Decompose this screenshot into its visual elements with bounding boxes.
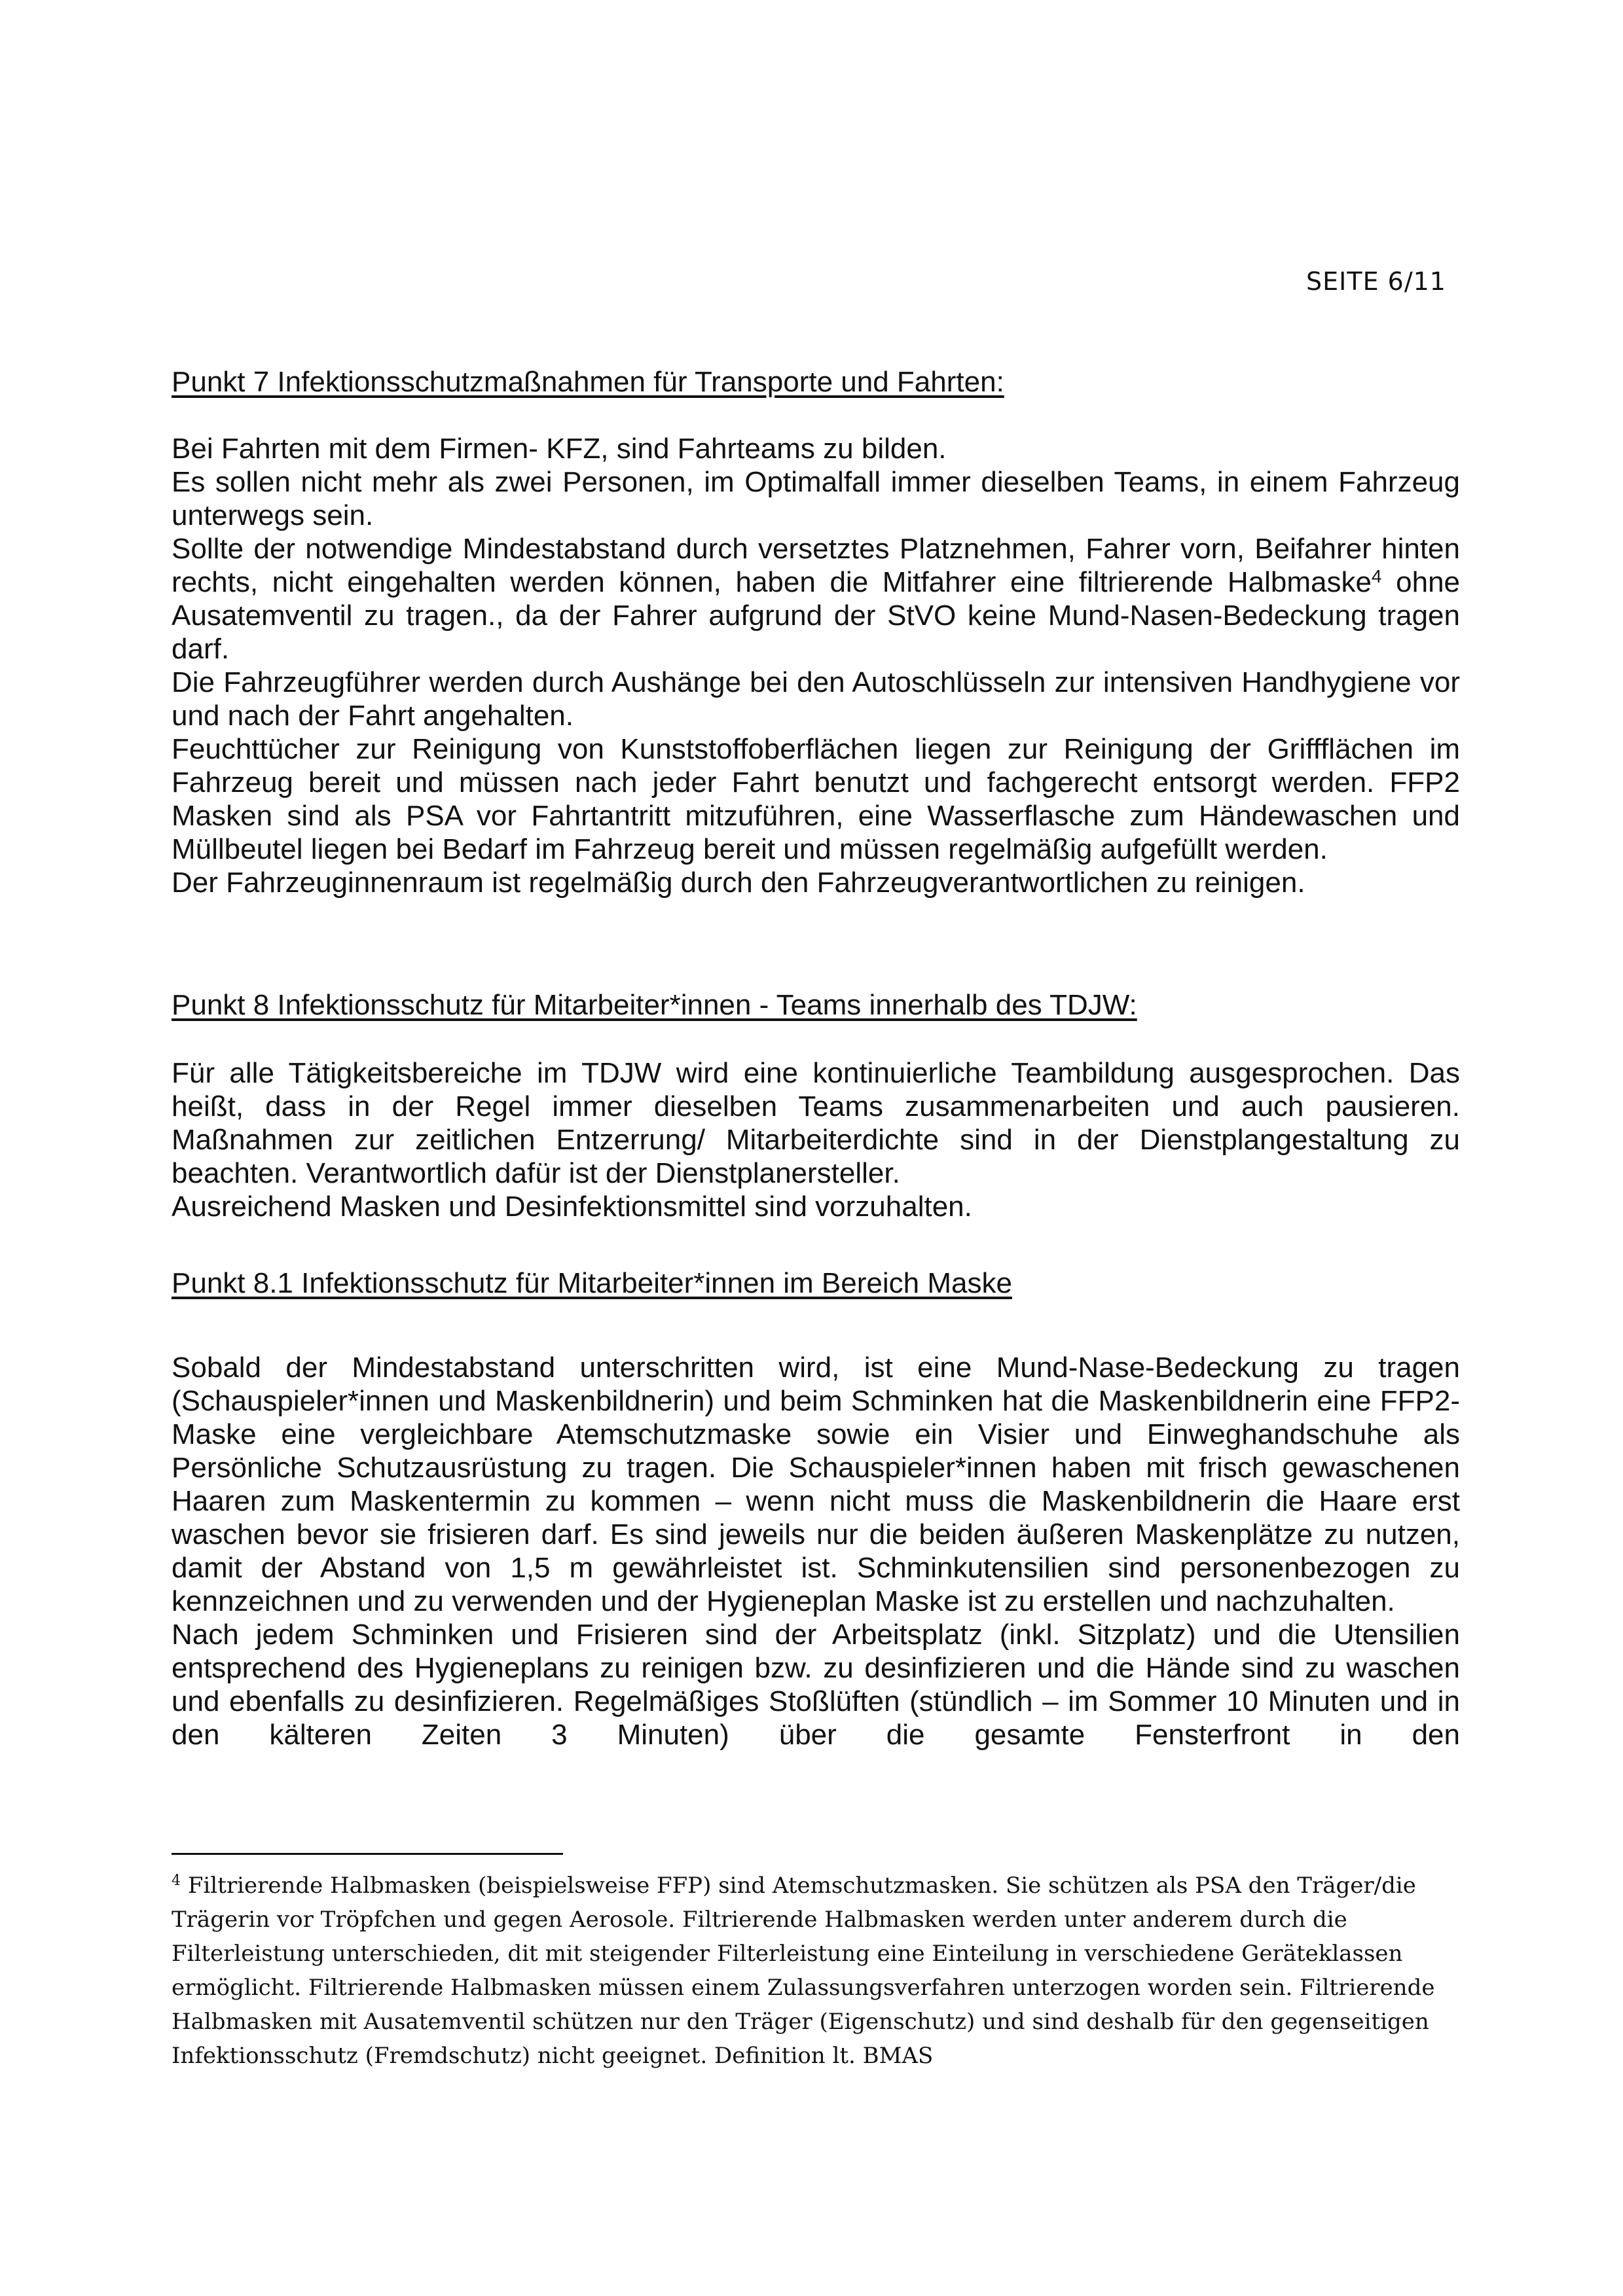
footnote-marker: 4 (172, 1873, 181, 1889)
section-8-1-body (172, 1351, 1460, 1751)
paragraph: Für alle Tätigkeitsbereiche im TDJW wird eine kontinuierliche Teambildung ausgesprochen. Das heißt, dass in der Regel immer dieselben Teams zusammenarbeiten und auch pausieren. Maßnahmen zur zeitlichen Entzerrung/ Mitarbeiterdichte sind in der Dienstplangestaltung zu beachten. Verantwortlich dafür ist der Dienstplanersteller. (172, 1057, 1460, 1189)
paragraph-text: Sollte der notwendige Mindestabstand durch versetztes Platznehmen, Fahrer vorn, Beifahrer hinten rechts, nicht eingehalten werden können, haben die Mitfahrer eine filtrierende Halbmaske (172, 533, 1460, 598)
section-7-body (172, 432, 1460, 899)
paragraph: Bei Fahrten mit dem Firmen- KFZ, sind Fahrteams zu bilden. (172, 433, 947, 465)
footnote-separator (172, 1853, 563, 1855)
section-8-heading: Punkt 8 Infektionsschutz für Mitarbeiter*innen - Teams innerhalb des TDJW: (172, 989, 1137, 1021)
section-7-heading: Punkt 7 Infektionsschutzmaßnahmen für Transporte und Fahrten: (172, 366, 1004, 398)
section-8-body (172, 1056, 1460, 1223)
paragraph: Feuchttücher zur Reinigung von Kunststoffoberflächen liegen zur Reinigung der Griffflächen im Fahrzeug bereit und müssen nach jeder Fahrt benutzt und fachgerecht entsorgt werden. FFP2 Masken sind als PSA vor Fahrtantritt mitzuführen, eine Wasserflasche zum Händewaschen und Müllbeutel liegen bei Bedarf im Fahrzeug bereit und müssen regelmäßig aufgefüllt werden. (172, 733, 1460, 865)
paragraph-with-footnote (172, 532, 1460, 666)
footnote-reference: 4 (1371, 566, 1382, 586)
paragraph: Der Fahrzeuginnenraum ist regelmäßig durch den Fahrzeugverantwortlichen zu reinigen. (172, 867, 1305, 899)
paragraph: Es sollen nicht mehr als zwei Personen, im Optimalfall immer dieselben Teams, in einem Fahrzeug unterwegs sein. (172, 466, 1460, 531)
section-8-1-heading: Punkt 8.1 Infektionsschutz für Mitarbeiter*innen im Bereich Maske (172, 1267, 1012, 1299)
page-number: SEITE 6/11 (1306, 267, 1446, 296)
paragraph: Ausreichend Masken und Desinfektionsmittel sind vorzuhalten. (172, 1191, 972, 1223)
paragraph: Sobald der Mindestabstand unterschritten wird, ist eine Mund-Nase-Bedeckung zu tragen (Schauspieler*innen und Maskenbildnerin) und beim Schminken hat die Maskenbildnerin eine FFP2-Maske eine vergleichbare Atemschutzmaske sowie ein Visier und Einweghandschuhe als Persönliche Schutzausrüstung zu tragen. Die Schauspieler*innen haben mit frisch gewaschenen Haaren zum Maskentermin zu kommen – wenn nicht muss die Maskenbildnerin die Haare erst waschen bevor sie frisieren darf. Es sind jeweils nur die beiden äußeren Maskenplätze zu nutzen, damit der Abstand von 1,5 m gewährleistet ist. Schminkutensilien sind personenbezogen zu kennzeichnen und zu verwenden und der Hygieneplan Maske ist zu erstellen und nachzuhalten. (172, 1352, 1460, 1617)
paragraph: Die Fahrzeugführer werden durch Aushänge bei den Autoschlüsseln zur intensiven Handhygiene vor und nach der Fahrt angehalten. (172, 666, 1460, 732)
paragraph: Nach jedem Schminken und Frisieren sind der Arbeitsplatz (inkl. Sitzplatz) und die Utensilien entsprechend des Hygieneplans zu reinigen bzw. zu desinfizieren und die Hände sind zu waschen und ebenfalls zu desinfizieren. Regelmäßiges Stoßlüften (stündlich – im Sommer 10 Minuten und in den kälteren Zeiten 3 Minuten) über die gesamte Fensterfront in den (172, 1619, 1460, 1751)
paragraph-text: ohne Ausatemventil zu tragen., da der Fahrer aufgrund der StVO keine Mund-Nasen-Bedeckung tragen darf. (172, 566, 1461, 665)
footnote-text: Filtrierende Halbmasken (beispielsweise FFP) sind Atemschutzmasken. Sie schützen als PSA den Träger/die Trägerin vor Tröpfchen und gegen Aerosole. Filtrierende Halbmasken werden unter anderem durch die Filterleistung unterschieden, dit mit steigender Filterleistung eine Einteilung in verschiedene Geräteklassen ermöglicht. Filtrierende Halbmasken müssen einem Zulassungsverfahren unterzogen worden sein. Filtrierende Halbmasken mit Ausatemventil schützen nur den Träger (Eigenschutz) und sind deshalb für den gegenseitigen Infektionsschutz (Fremdschutz) nicht geeignet. Definition lt. BMAS (172, 1873, 1435, 2069)
footnote (172, 1869, 1460, 2073)
